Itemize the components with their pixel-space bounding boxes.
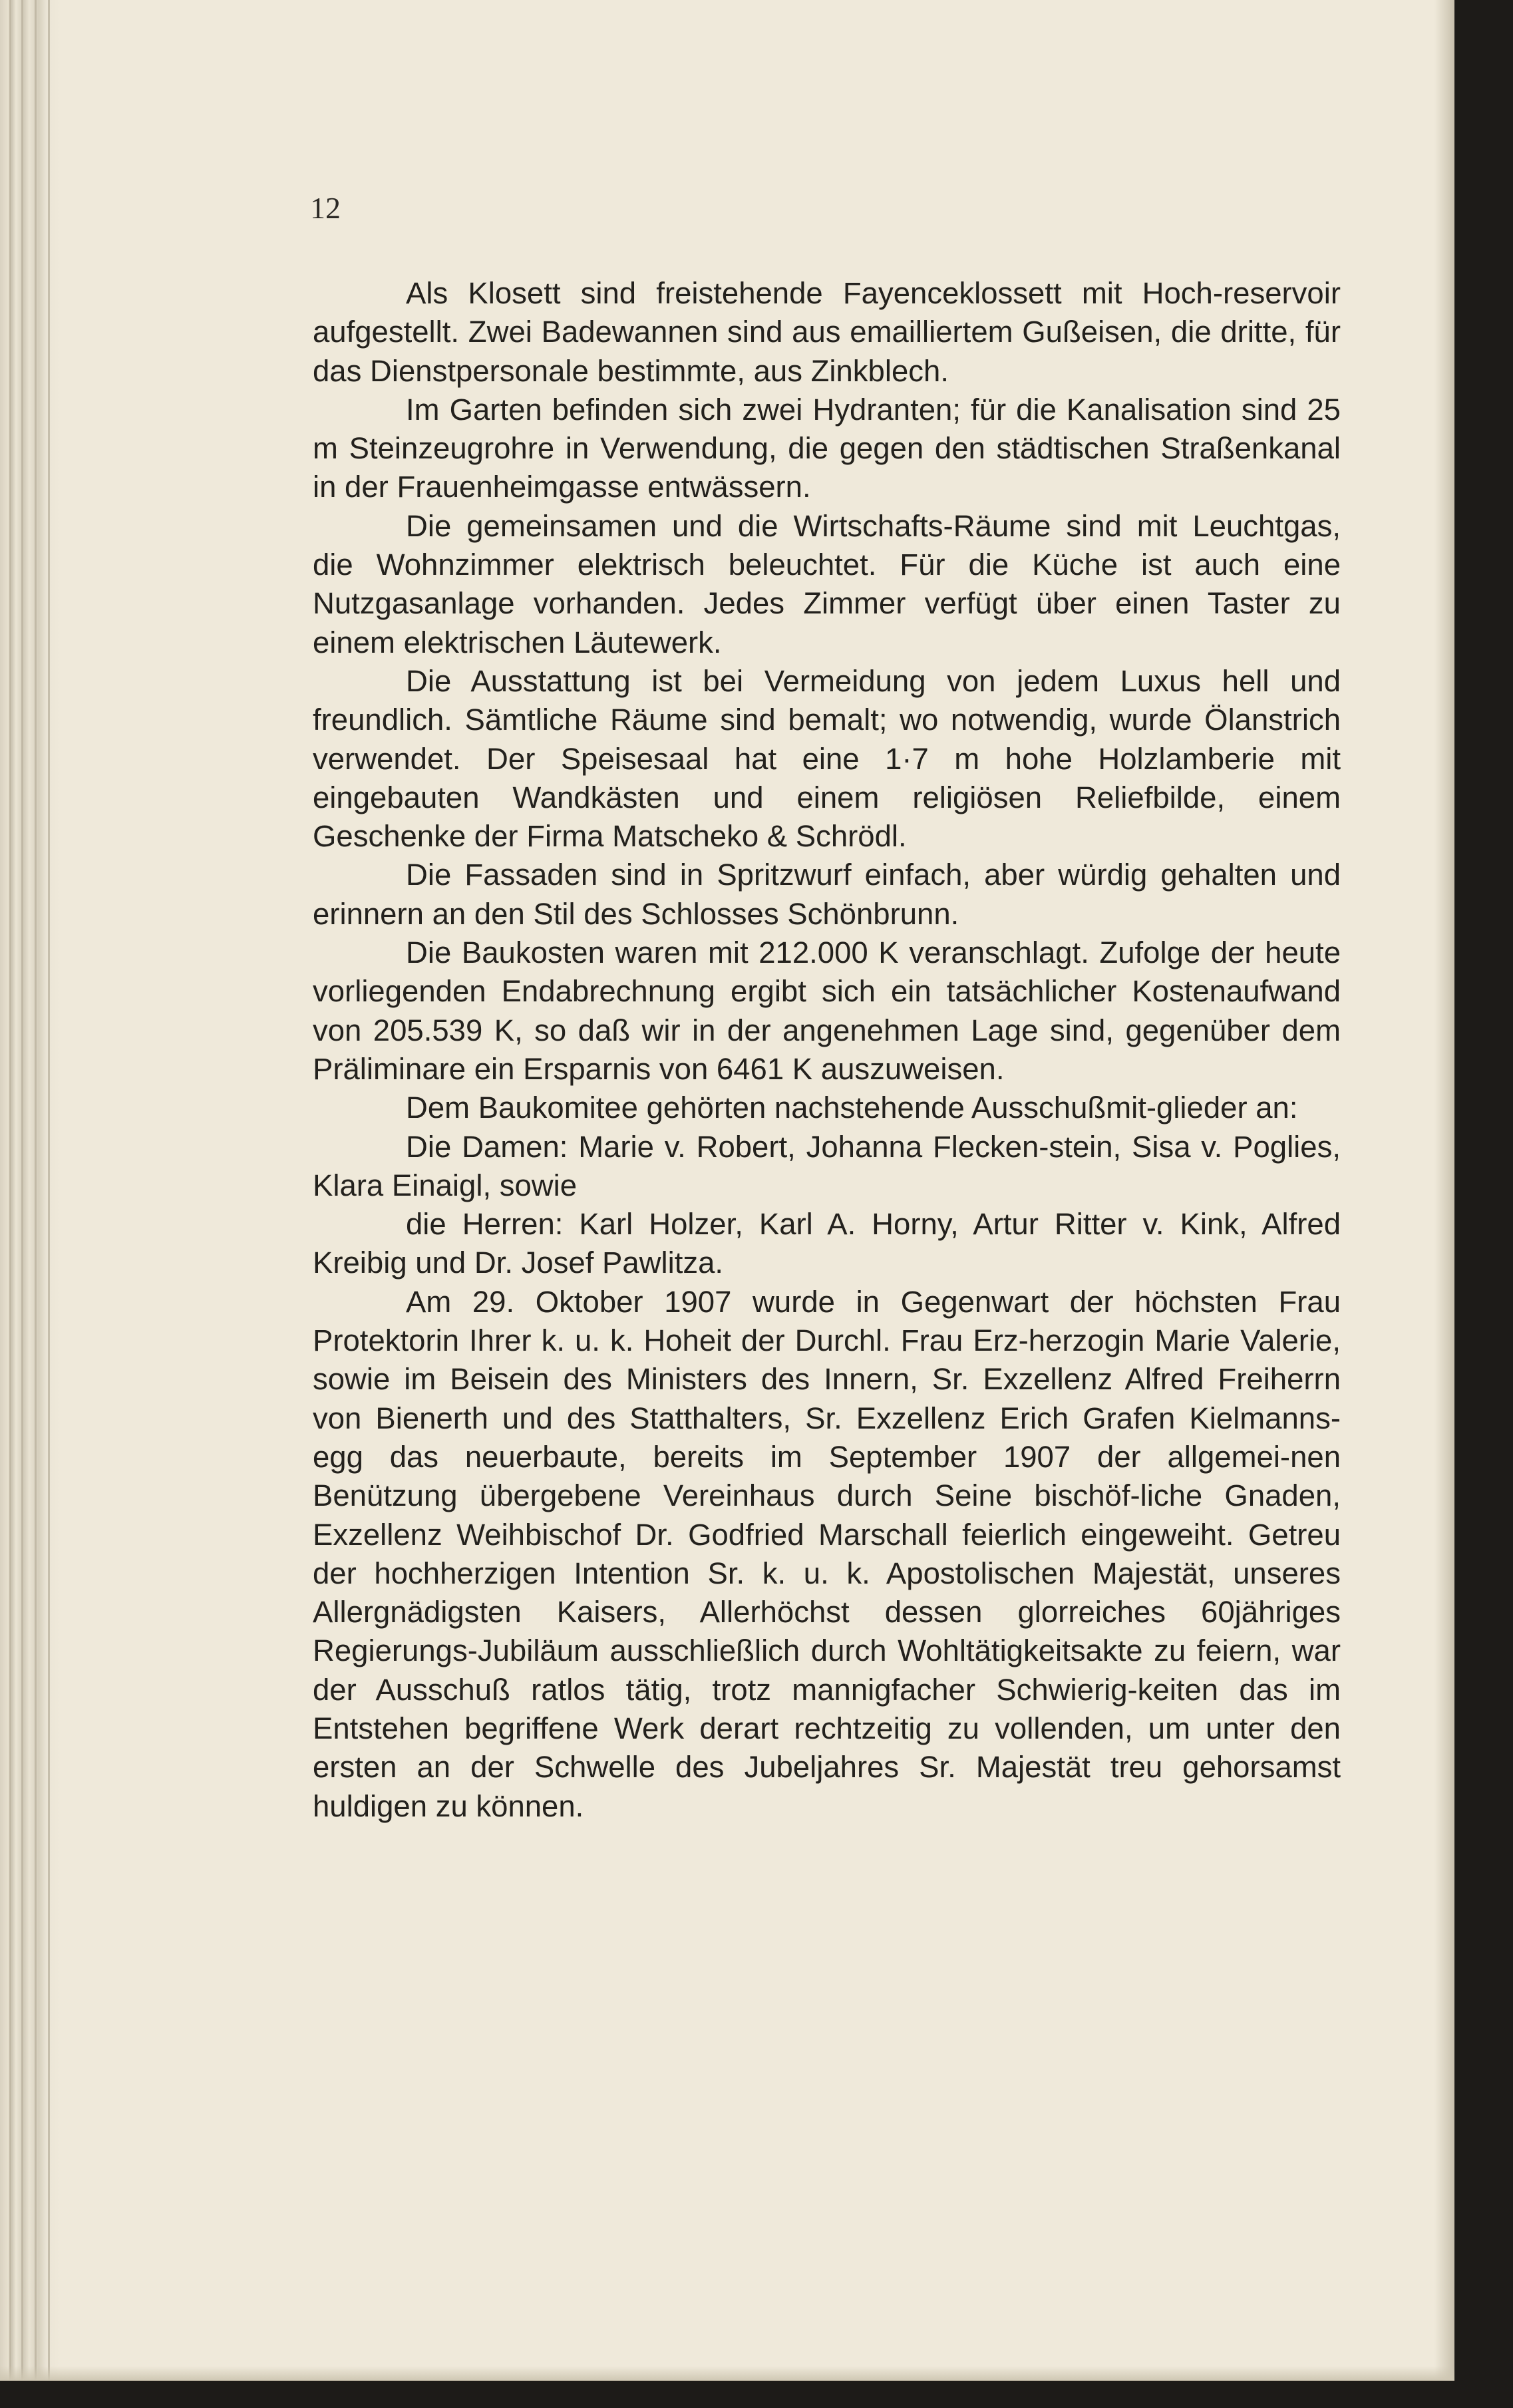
- paragraph-facades: Die Fassaden sind in Spritzwurf einfach, aber würdig gehalten und erinnern an den Stil des Schlosses Schönbrunn.: [313, 858, 1341, 931]
- page-edge-line: [21, 0, 23, 2381]
- paragraph-gentlemen: die Herren: Karl Holzer, Karl A. Horny, Artur Ritter v. Kink, Alfred Kreibig und Dr. Josef Pawlitza.: [313, 1207, 1341, 1280]
- paragraph-ladies: Die Damen: Marie v. Robert, Johanna Flecken-stein, Sisa v. Poglies, Klara Einaigl, sowie: [313, 1129, 1341, 1202]
- page-edge-line: [48, 0, 50, 2381]
- page-edge-line: [35, 0, 37, 2381]
- page-edge-line: [9, 0, 11, 2381]
- paragraph-costs: Die Baukosten waren mit 212.000 K veranschlagt. Zufolge der heute vorliegenden Endabrechnung ergibt sich ein tatsächlicher Kostenaufwand von 205.539 K, so daß wir in der angenehmen Lage sind, gegenüber dem Präliminare ein Ersparnis von 6461 K auszuweisen.: [313, 936, 1341, 1086]
- page-number: 12: [310, 191, 341, 225]
- book-binding-edge: [0, 0, 60, 2381]
- paragraph-consecration: Am 29. Oktober 1907 wurde in Gegenwart der höchsten Frau Protektorin Ihrer k. u. k. Hoheit der Durchl. Frau Erz-herzogin Marie Valerie, sowie im Beisein des Ministers des Innern, Sr. Exzellenz Alfred Freiherrn von Bienerth und des Statthalters, Sr. Exzellenz Erich Grafen Kielmanns-egg das neuerbaute, bereits im September 1907 der allgemei-nen Benützung übergebene Vereinhaus durch Seine bischöf-liche Gnaden, Exzellenz Weihbischof Dr. Godfried Marschall feierlich eingeweiht. Getreu der hochherzigen Intention Sr. k. u. k. Apostolischen Majestät, unseres Allergnädigsten Kaisers, Allerhöchst dessen glorreiches 60jähriges Regierungs-Jubiläum ausschließlich durch Wohltätigkeitsakte zu feiern, war der Ausschuß ratlos tätig, trotz mannigfacher Schwierig-keiten das im Entstehen begriffene Werk derart rechtzeitig zu vollenden, um unter den ersten an der Schwelle des Jubeljahres Sr. Majestät treu gehorsamst huldigen zu können.: [313, 1284, 1341, 1823]
- paragraph-plumbing: Als Klosett sind freistehende Fayenceklossett mit Hoch-reservoir aufgestellt. Zwei Badewannen sind aus emailliertem Gußeisen, die dritte, für das Dienstpersonale bestimmte, aus Zinkblech.: [313, 276, 1341, 388]
- paragraph-furnishing: Die Ausstattung ist bei Vermeidung von jedem Luxus hell und freundlich. Sämtliche Räume sind bemalt; wo notwendig, wurde Ölanstrich verwendet. Der Speisesaal hat eine 1·7 m hohe Holzlamberie mit eingebauten Wandkästen und einem religiösen Reliefbilde, einem Geschenke der Firma Matscheko & Schrödl.: [313, 663, 1341, 854]
- body-text: [313, 274, 1341, 1826]
- page-bottom-shadow: [0, 2366, 1454, 2381]
- page-edge-shadow: [1434, 0, 1454, 2381]
- paragraph-garden: Im Garten befinden sich zwei Hydranten; für die Kanalisation sind 25 m Steinzeugrohre in Verwendung, die gegen den städtischen Straßenkanal in der Frauenheimgasse entwässern.: [313, 392, 1341, 504]
- paragraph-committee: Dem Baukomitee gehörten nachstehende Ausschußmit-glieder an:: [406, 1091, 1298, 1125]
- paragraph-lighting: Die gemeinsamen und die Wirtschafts-Räume sind mit Leuchtgas, die Wohnzimmer elektrisch beleuchtet. Für die Küche ist auch eine Nutzgasanlage vorhanden. Jedes Zimmer verfügt über einen Taster zu einem elektrischen Läutewerk.: [313, 508, 1341, 659]
